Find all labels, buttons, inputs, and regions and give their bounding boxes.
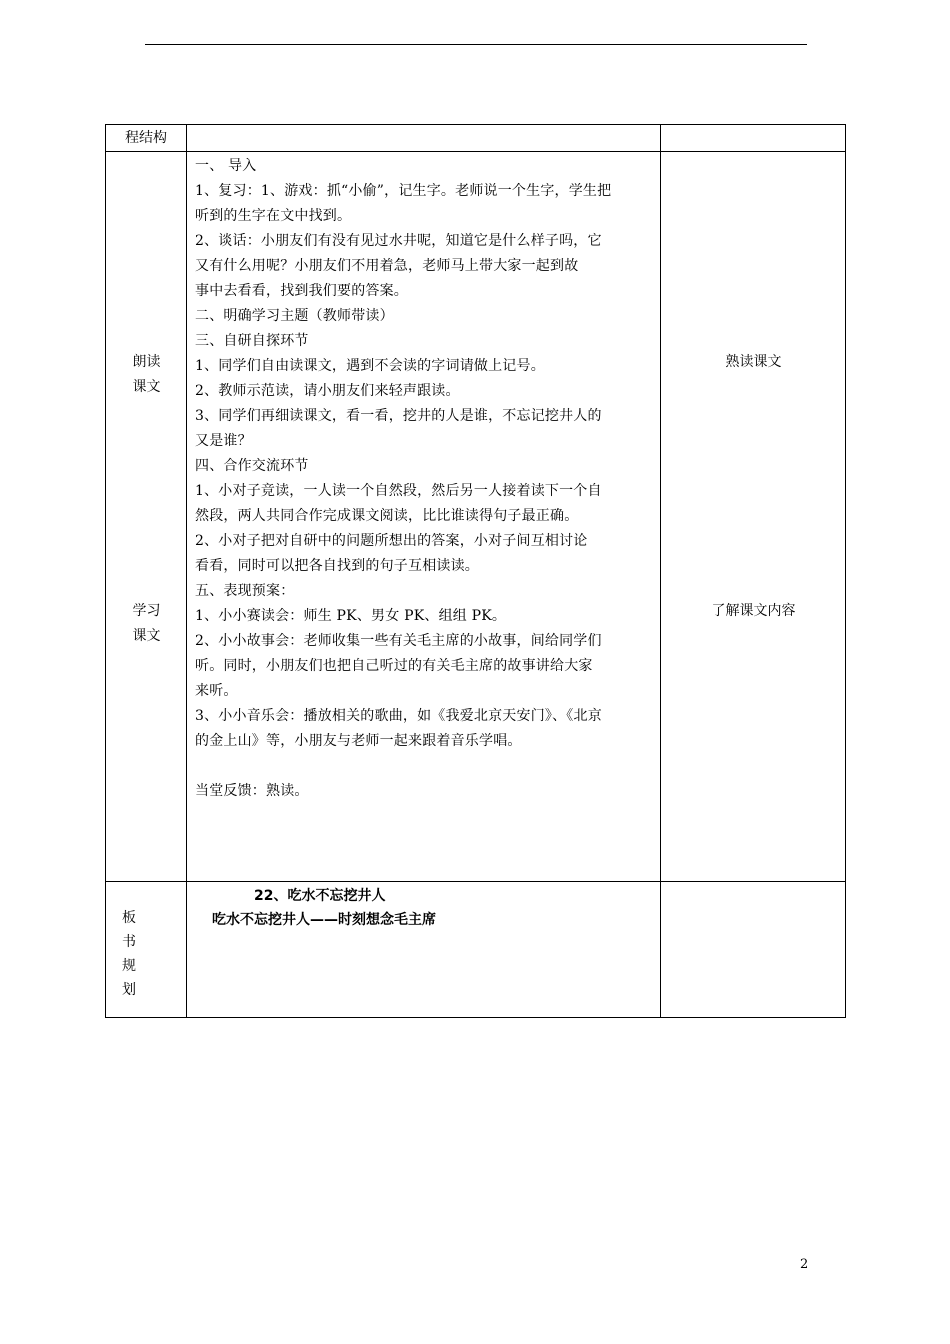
content-line: 来听。 [195,683,238,699]
main-goal-cell [661,152,846,882]
header-row [106,125,846,152]
header-cell-content [187,125,661,152]
board-side-char: 规 [122,958,136,974]
content-line: 3、同学们再细读课文，看一看，挖井的人是谁，不忘记挖井人的 [195,408,602,424]
content-line: 2、小小故事会：老师收集一些有关毛主席的小故事，间给同学们 [195,633,602,649]
content-line: 又有什么用呢？小朋友们不用着急，老师马上带大家一起到故 [195,258,579,274]
board-side-char: 书 [122,934,136,950]
content-line: 一、 导入 [195,158,257,174]
board-subtitle: 吃水不忘挖井人——时刻想念毛主席 [212,912,436,928]
content-line: 看看，同时可以把各自找到的句子互相读读。 [195,558,479,574]
board-row [106,882,846,1018]
content-line: 又是谁？ [195,433,252,449]
main-side-cell [106,152,187,882]
content-line: 听到的生字在文中找到。 [195,208,352,224]
side-label: 朗读 [132,354,161,370]
main-row [106,152,846,882]
goal-text: 熟读课文 [725,354,782,370]
side-label: 学习 [132,603,161,619]
board-title: 22、吃水不忘挖井人 [254,888,386,904]
side-label: 课文 [132,628,161,644]
lesson-plan-table [105,124,846,1018]
content-line: 2、谈话：小朋友们有没有见过水井呢，知道它是什么样子吗，它 [195,233,602,249]
main-content-cell [187,152,661,882]
content-line: 五、表现预案： [195,583,295,599]
board-goal-cell [661,882,846,1018]
content-line: 事中去看看，找到我们要的答案。 [195,283,408,299]
content-line: 1、小小赛读会：师生 PK、男女 PK、组组 PK。 [195,608,507,624]
content-line: 然段，两人共同合作完成课文阅读，比比谁读得句子最正确。 [195,508,579,524]
content-line: 1、复习：1、游戏：抓“小偷”，记生字。老师说一个生字，学生把 [195,183,612,199]
content-line: 听。同时，小朋友们也把自己听过的有关毛主席的故事讲给大家 [195,658,593,674]
header-rule [145,44,807,45]
content-line: 2、教师示范读，请小朋友们来轻声跟读。 [195,383,460,399]
board-side-char: 板 [122,910,136,926]
board-side-char: 划 [122,982,136,998]
content-line: 二、明确学习主题（教师带读） [195,308,394,324]
page-number: 2 [800,1257,809,1272]
content-line: 1、小对子竞读，一人读一个自然段，然后另一人接着读下一个自 [195,483,602,499]
content-line: 三、自研自探环节 [195,333,309,349]
side-label: 课文 [132,379,161,395]
content-line [195,754,652,779]
goal-text: 了解课文内容 [711,603,796,619]
content-line: 的金上山》等，小朋友与老师一起来跟着音乐学唱。 [195,733,522,749]
header-cell-goal [661,125,846,152]
content-line: 1、同学们自由读课文，遇到不会读的字词请做上记号。 [195,358,545,374]
header-cell-structure: 程结构 [106,125,187,152]
content-line: 当堂反馈：熟读。 [195,783,309,799]
board-content-cell [187,882,661,1018]
content-line: 2、小对子把对自研中的问题所想出的答案，小对子间互相讨论 [195,533,588,549]
content-lines [187,152,660,804]
board-side-cell [106,882,187,1018]
content-line: 四、合作交流环节 [195,458,309,474]
content-line: 3、小小音乐会：播放相关的歌曲，如《我爱北京天安门》、《北京 [195,708,602,724]
